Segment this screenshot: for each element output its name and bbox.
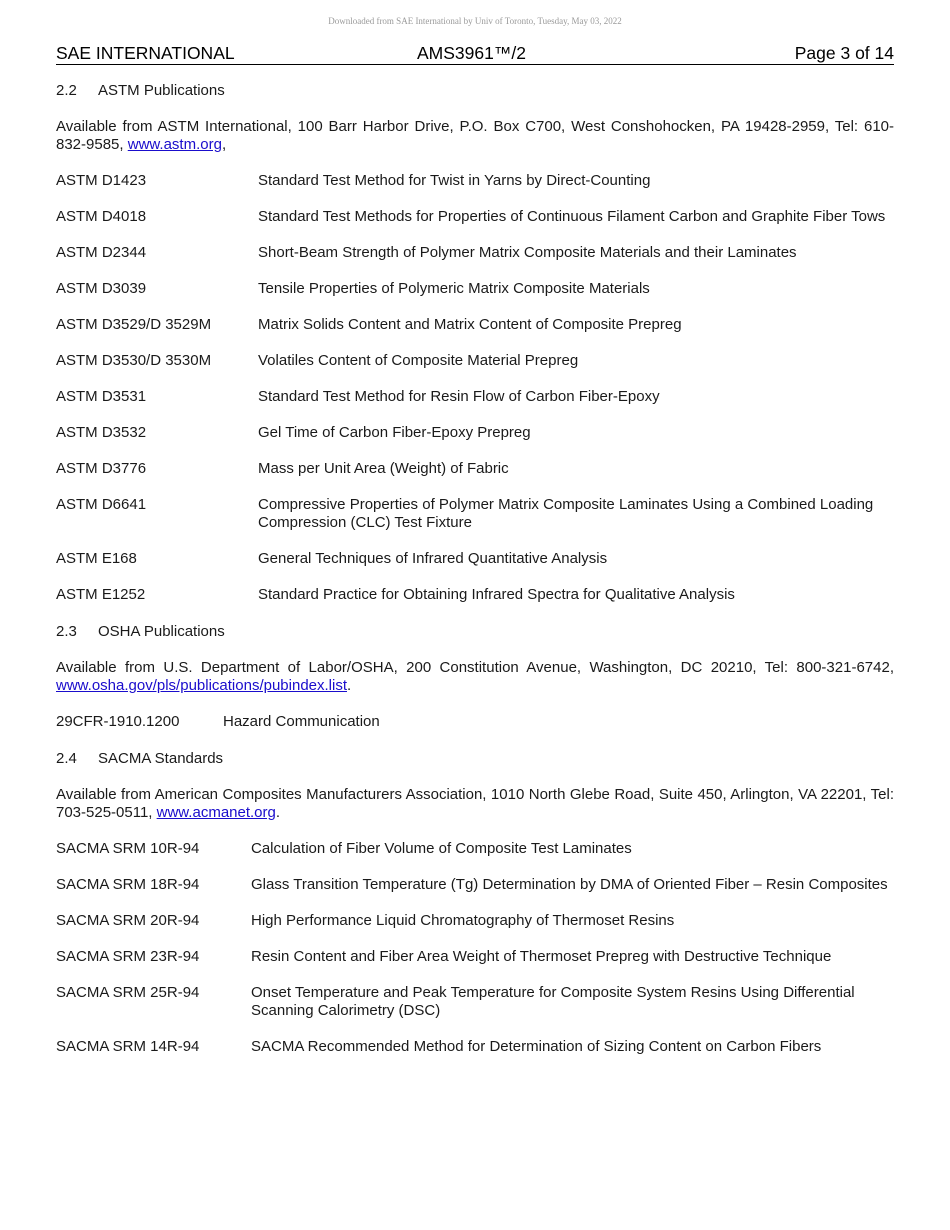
osha-reference-list <box>56 713 894 731</box>
reference-code: SACMA SRM 10R-94 <box>56 840 200 857</box>
page-header <box>56 44 894 65</box>
reference-title: Tensile Properties of Polymeric Matrix Composite Materials <box>258 280 650 297</box>
reference-item <box>56 912 894 930</box>
astm-link[interactable]: www.astm.org <box>127 136 222 153</box>
reference-title: Glass Transition Temperature (Tg) Determination by DMA of Oriented Fiber – Resin Composites <box>251 876 888 893</box>
reference-code: ASTM D1423 <box>56 172 147 189</box>
reference-item <box>56 948 894 966</box>
reference-title: Hazard Communication <box>223 713 380 730</box>
reference-code: ASTM D4018 <box>56 208 147 225</box>
reference-code: ASTM D3530/D 3530M <box>56 352 212 369</box>
reference-item <box>56 208 894 226</box>
reference-item <box>56 713 894 731</box>
reference-code: ASTM E1252 <box>56 586 146 603</box>
section-heading-osha <box>56 623 894 641</box>
availability-suffix: . <box>275 804 281 821</box>
sacma-availability <box>56 786 894 822</box>
reference-title: Mass per Unit Area (Weight) of Fabric <box>258 460 509 477</box>
reference-title: High Performance Liquid Chromatography of Thermoset Resins <box>251 912 675 929</box>
reference-title: Onset Temperature and Peak Temperature for Composite System Resins Using Differential Scanning Calorimetry (DSC) <box>251 984 855 1019</box>
astm-reference-list <box>56 172 894 604</box>
section-heading-astm <box>56 82 894 100</box>
availability-text: Available from ASTM International, 100 Barr Harbor Drive, P.O. Box C700, West Conshohocken, PA 19428-2959, Tel: 610-832-9585, <box>56 118 894 153</box>
publisher-name: SAE INTERNATIONAL <box>56 43 235 63</box>
reference-title: Standard Test Method for Resin Flow of Carbon Fiber-Epoxy <box>258 388 660 405</box>
reference-item <box>56 496 894 532</box>
osha-link[interactable]: www.osha.gov/pls/publications/pubindex.list <box>56 677 347 694</box>
reference-item <box>56 388 894 406</box>
reference-code: ASTM D2344 <box>56 244 147 261</box>
section-number: 2.3 <box>56 623 77 640</box>
reference-title: Volatiles Content of Composite Material Prepreg <box>258 352 579 369</box>
availability-suffix: , <box>221 136 227 153</box>
section-number: 2.4 <box>56 750 77 767</box>
reference-title: Standard Practice for Obtaining Infrared Spectra for Qualitative Analysis <box>258 586 735 603</box>
reference-title: Short-Beam Strength of Polymer Matrix Composite Materials and their Laminates <box>258 244 797 261</box>
reference-item <box>56 550 894 568</box>
availability-suffix: . <box>347 677 352 694</box>
reference-code: SACMA SRM 18R-94 <box>56 876 200 893</box>
reference-title: SACMA Recommended Method for Determination of Sizing Content on Carbon Fibers <box>251 1038 822 1055</box>
reference-code: ASTM D3529/D 3529M <box>56 316 212 333</box>
reference-code: ASTM E168 <box>56 550 137 567</box>
section-title: OSHA Publications <box>98 623 225 640</box>
document-body <box>56 82 894 1056</box>
section-number: 2.2 <box>56 82 77 99</box>
reference-title: Compressive Properties of Polymer Matrix Composite Laminates Using a Combined Loading Compression (CLC) Test Fixture <box>258 496 874 531</box>
osha-availability <box>56 659 894 695</box>
section-heading-sacma <box>56 750 894 768</box>
reference-item <box>56 244 894 262</box>
reference-item <box>56 316 894 334</box>
reference-item <box>56 424 894 442</box>
sacma-reference-list <box>56 840 894 1056</box>
astm-availability <box>56 118 894 154</box>
section-title: ASTM Publications <box>98 82 225 99</box>
reference-item <box>56 984 894 1020</box>
document-number: AMS3961™/2 <box>417 43 526 63</box>
availability-text: Available from U.S. Department of Labor/OSHA, 200 Constitution Avenue, Washington, DC 20210, Tel: 800-321-6742, <box>56 659 894 676</box>
reference-item <box>56 840 894 858</box>
reference-title: Standard Test Methods for Properties of Continuous Filament Carbon and Graphite Fiber Tows <box>258 208 886 225</box>
reference-code: ASTM D3531 <box>56 388 147 405</box>
reference-item <box>56 586 894 604</box>
availability-text: Available from American Composites Manufacturers Association, 1010 North Glebe Road, Suite 450, Arlington, VA 22201, Tel: 703-525-0511, <box>56 786 894 821</box>
reference-item <box>56 352 894 370</box>
reference-title: Standard Test Method for Twist in Yarns by Direct-Counting <box>258 172 651 189</box>
reference-code: SACMA SRM 20R-94 <box>56 912 200 929</box>
reference-item <box>56 1038 894 1056</box>
download-watermark: Downloaded from SAE International by Univ of Toronto, Tuesday, May 03, 2022 <box>328 16 622 26</box>
reference-code: SACMA SRM 14R-94 <box>56 1038 200 1055</box>
reference-code: ASTM D3039 <box>56 280 147 297</box>
reference-item <box>56 876 894 894</box>
reference-title: Calculation of Fiber Volume of Composite Test Laminates <box>251 840 632 857</box>
reference-code: SACMA SRM 23R-94 <box>56 948 200 965</box>
reference-item <box>56 172 894 190</box>
reference-code: ASTM D3776 <box>56 460 147 477</box>
reference-code: 29CFR-1910.1200 <box>56 713 180 730</box>
reference-code: SACMA SRM 25R-94 <box>56 984 200 1001</box>
reference-title: Gel Time of Carbon Fiber-Epoxy Prepreg <box>258 424 531 441</box>
page-number: Page 3 of 14 <box>794 43 894 63</box>
reference-code: ASTM D3532 <box>56 424 147 441</box>
reference-title: Resin Content and Fiber Area Weight of Thermoset Prepreg with Destructive Technique <box>251 948 832 965</box>
reference-item <box>56 280 894 298</box>
reference-item <box>56 460 894 478</box>
reference-title: Matrix Solids Content and Matrix Content of Composite Prepreg <box>258 316 682 333</box>
section-title: SACMA Standards <box>98 750 224 767</box>
reference-title: General Techniques of Infrared Quantitative Analysis <box>258 550 608 567</box>
sacma-link[interactable]: www.acmanet.org <box>156 804 276 821</box>
reference-code: ASTM D6641 <box>56 496 147 513</box>
